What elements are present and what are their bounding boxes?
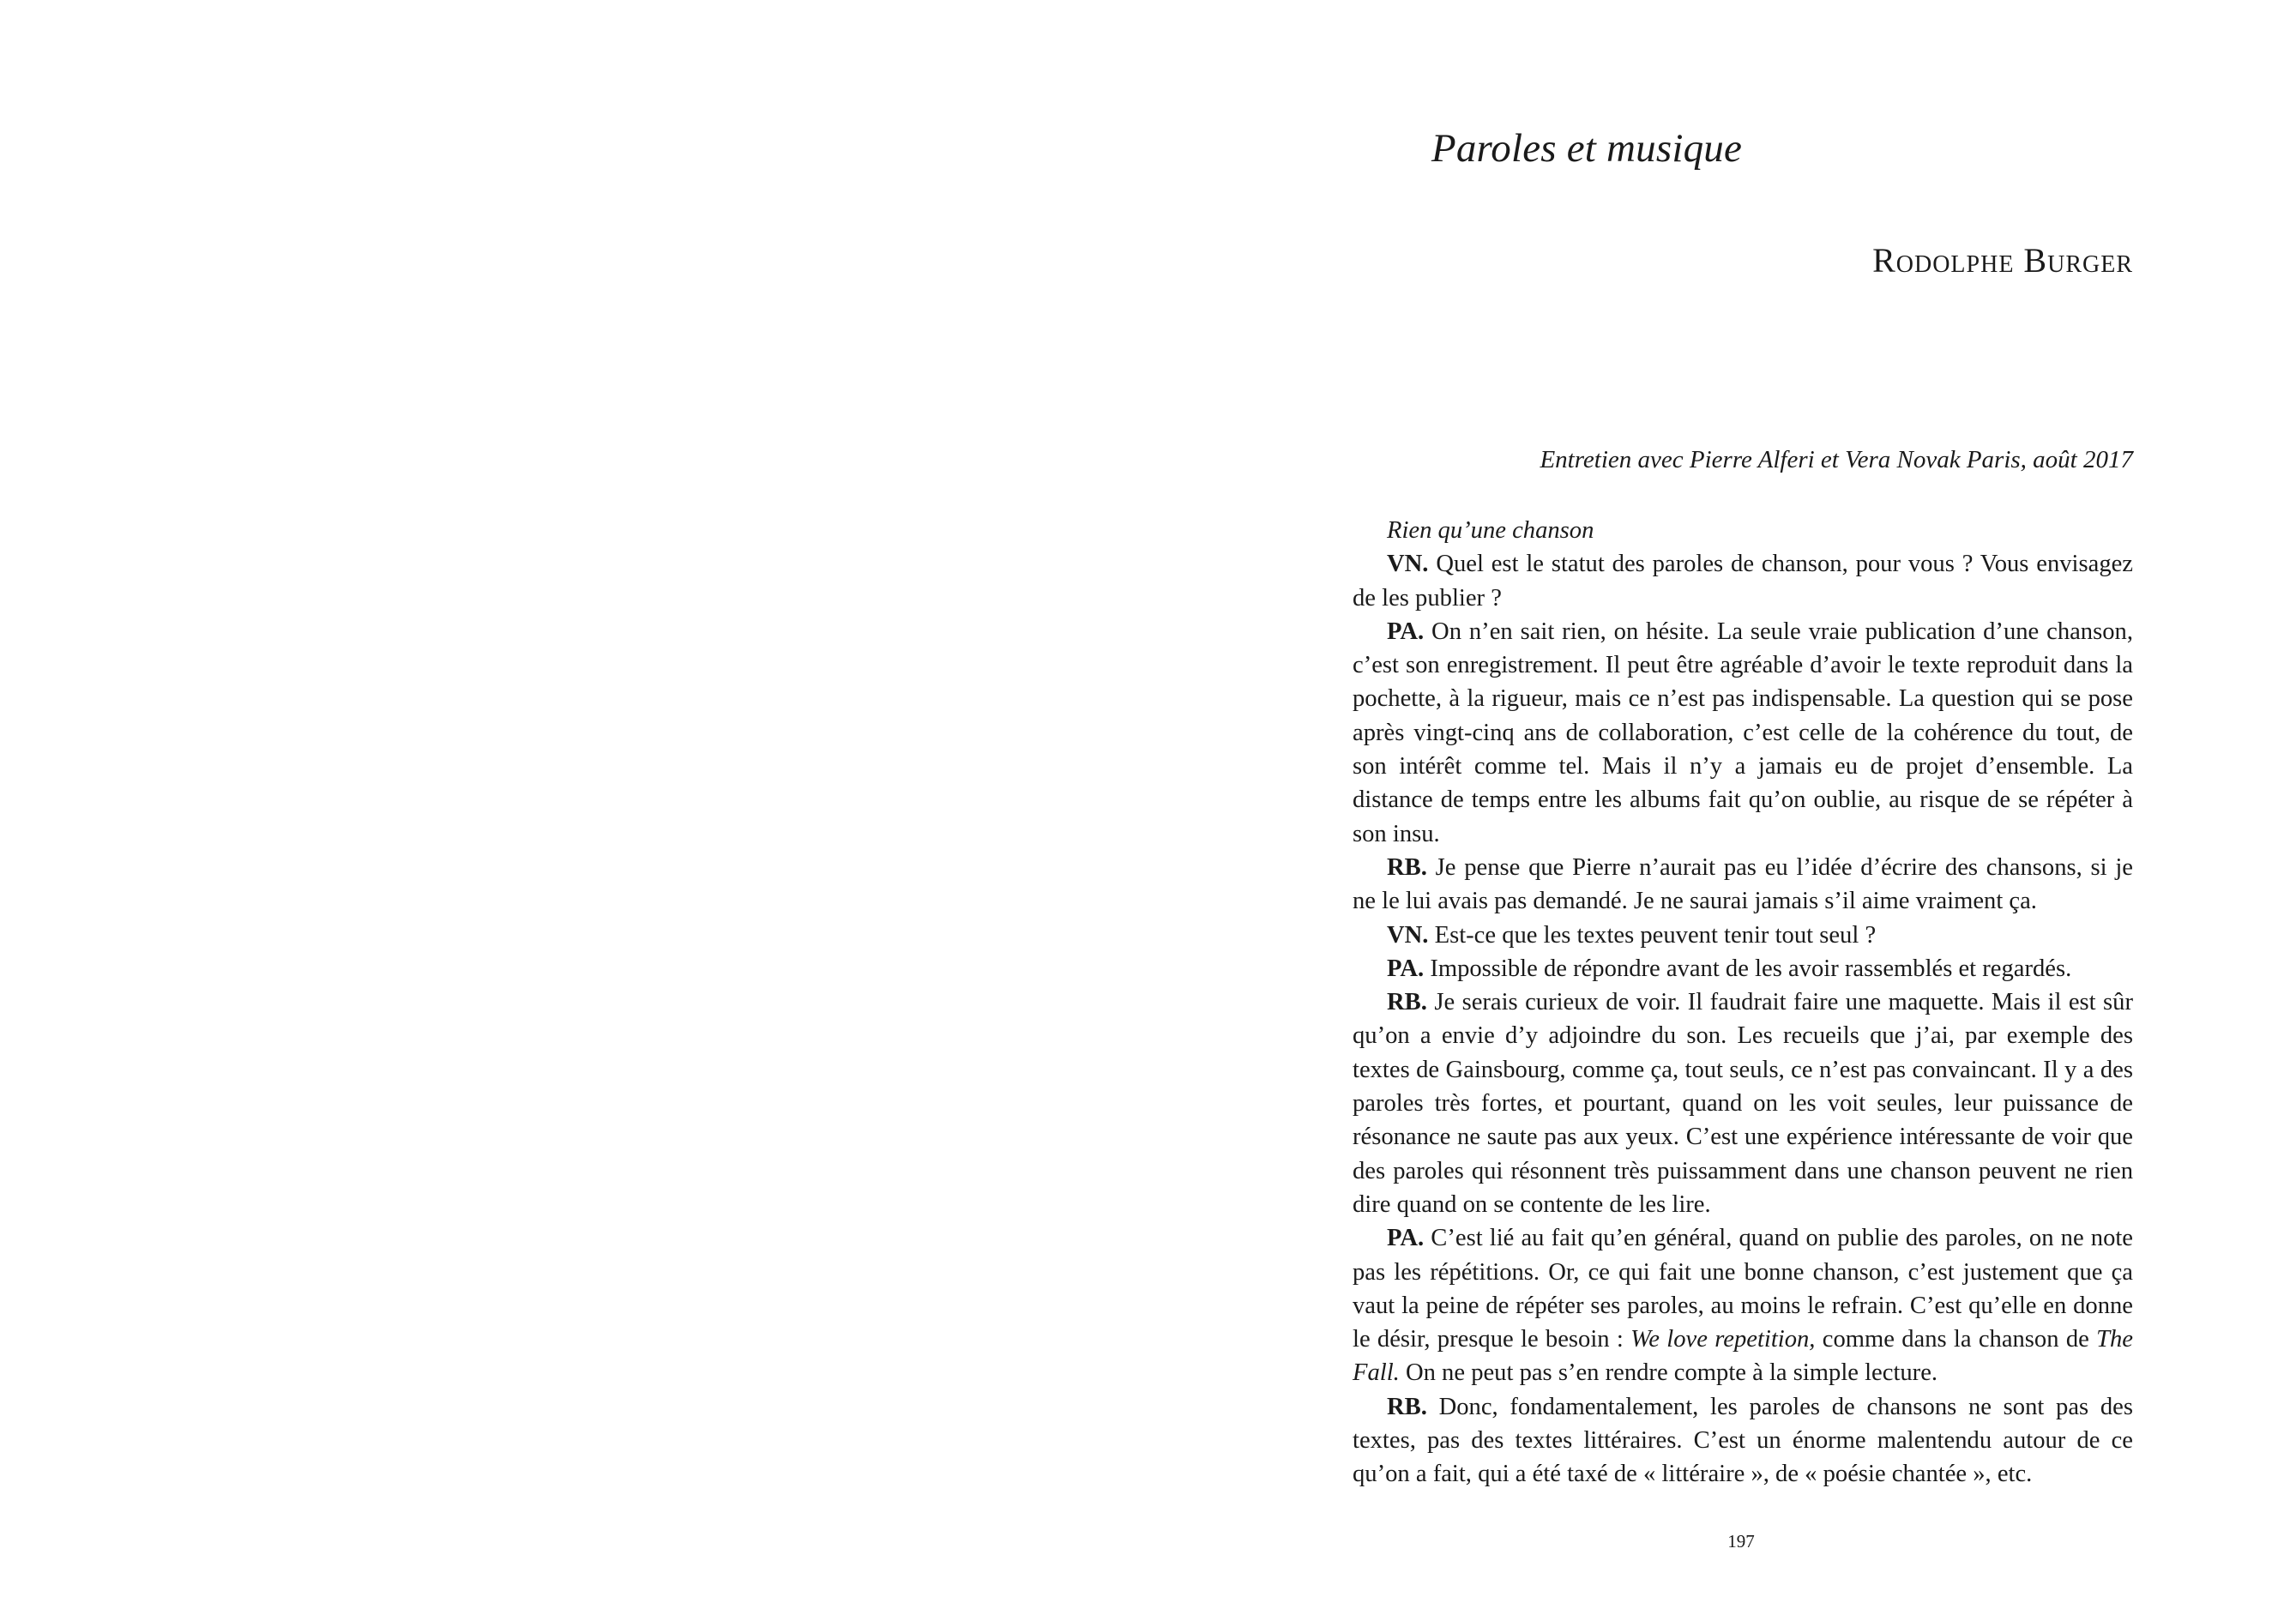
paragraph	[1353, 615, 2133, 851]
paragraph-text: Quel est le statut des paroles de chanson, pour vous ? Vous envisagez de les publier ?	[1353, 551, 2133, 612]
paragraph-text: C’est lié au fait qu’en général, quand on publie des paroles, on ne note pas les répétitions. Or, ce qui fait une bonne chanson, c’est justement que ça vaut la peine de répéter ses paroles, au moins le refrain. C’est qu’elle en donne le désir, presque le besoin :	[1353, 1225, 2133, 1353]
paragraph	[1353, 1390, 2133, 1491]
speaker-label: RB.	[1387, 1393, 1427, 1420]
paragraph	[1353, 919, 2133, 952]
paragraph	[1353, 1221, 2133, 1389]
speaker-label: PA.	[1387, 1225, 1425, 1252]
paragraph-text: Impossible de répondre avant de les avoir rassemblés et regardés.	[1430, 955, 2072, 982]
paragraph-text: Je pense que Pierre n’aurait pas eu l’idée d’écrire des chansons, si je ne le lui avais pas demandé. Je ne saurai jamais s’il aime vraiment ça.	[1353, 853, 2133, 915]
section-heading: Rien qu’une chanson	[1387, 517, 1594, 544]
paragraph-text: comme dans la chanson de	[1815, 1326, 2097, 1353]
paragraph	[1353, 547, 2133, 615]
paragraph-text: On n’en sait rien, on hésite. La seule vraie publication d’une chanson, c’est son enregistrement. Il peut être agréable d’avoir le texte reproduit dans la pochette, à la rigueur, mais ce n’est pas indispensable. La question qui se pose après vingt-cinq ans de collaboration, c’est celle de la cohérence du tout, de son intérêt comme tel. Mais il n’y a jamais eu de projet d’ensemble. La distance de temps entre les albums fait qu’on oublie, au risque de se répéter à son insu.	[1353, 618, 2133, 847]
paragraph-text: Donc, fondamentalement, les paroles de chansons ne sont pas des textes, pas des textes littéraires. C’est un énorme malentendu autour de ce qu’on a fait, qui a été taxé de « littéraire », de « poésie chantée », etc.	[1353, 1393, 2133, 1488]
speaker-label: VN.	[1387, 921, 1429, 949]
page-number: 197	[1727, 1531, 1755, 1552]
italic-quote: We love repetition,	[1630, 1326, 1816, 1353]
paragraph	[1353, 851, 2133, 919]
paragraph	[1353, 985, 2133, 1221]
paragraph-text: Je serais curieux de voir. Il faudrait faire une maquette. Mais il est sûr qu’on a envie d’y adjoindre du son. Les recueils que j’ai, par exemple des textes de Gainsbourg, comme ça, tout seuls, ce n’est pas convaincant. Il y a des paroles très fortes, et pourtant, quand on les voit seules, leur puissance de résonance ne saute pas aux yeux. C’est une expérience intéressante de voir que des paroles qui résonnent très puissamment dans une chanson peuvent ne rien dire quand on se contente de les lire.	[1353, 989, 2133, 1218]
paragraph-text: On ne peut pas s’en rendre compte à la simple lecture.	[1399, 1359, 1938, 1387]
paragraph-text: Est-ce que les textes peuvent tenir tout seul ?	[1434, 921, 1877, 949]
speaker-label: RB.	[1387, 989, 1427, 1016]
speaker-label: RB.	[1387, 853, 1427, 881]
chapter-title: Paroles et musique	[1431, 126, 1743, 171]
speaker-label: PA.	[1387, 955, 1425, 982]
speaker-label: PA.	[1387, 618, 1425, 645]
paragraph	[1353, 952, 2133, 985]
author-name: Rodolphe Burger	[1872, 241, 2133, 280]
body-text	[1353, 514, 2133, 1491]
interview-subtitle: Entretien avec Pierre Alferi et Vera Novak Paris, août 2017	[1540, 446, 2133, 473]
speaker-label: VN.	[1387, 551, 1429, 578]
italic-band-name: The Fall.	[1353, 1326, 2133, 1387]
